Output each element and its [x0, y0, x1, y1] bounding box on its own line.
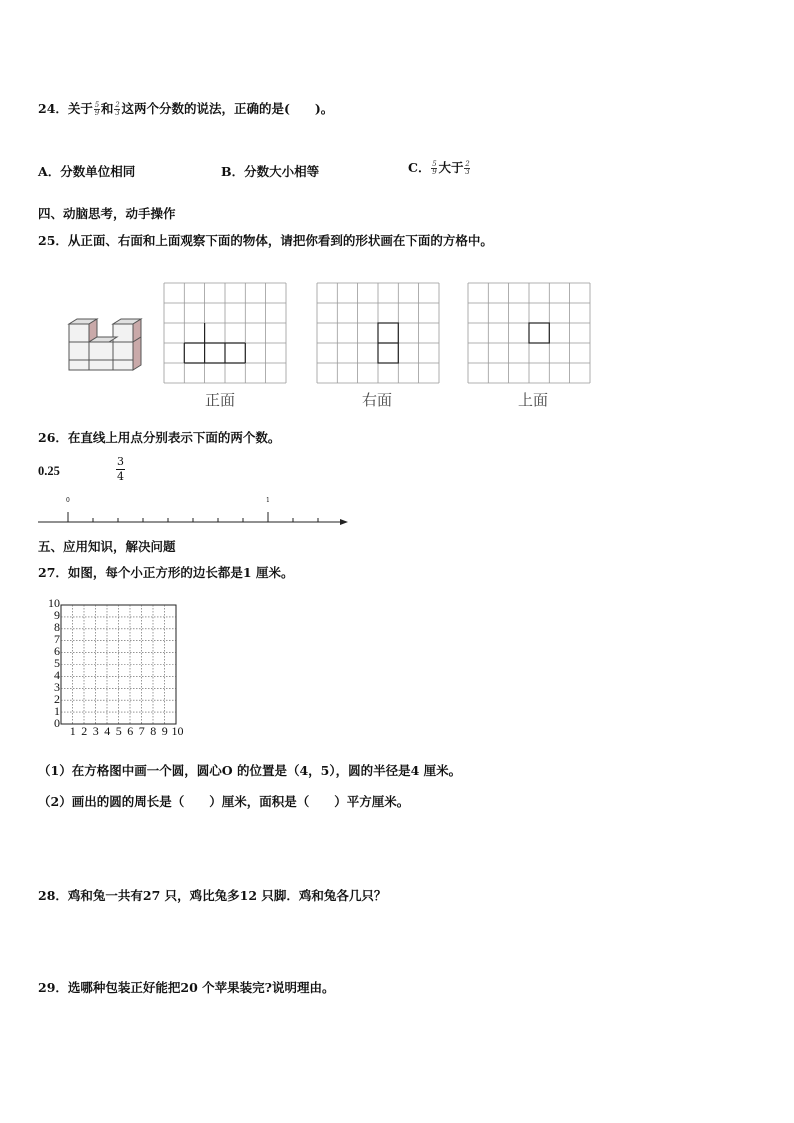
y-label: 8 — [54, 620, 60, 634]
question-text: 鸡和兔一共有27 只，鸡比兔多12 只脚．鸡和兔各几只？ — [67, 888, 387, 903]
x-axis-labels — [67, 725, 185, 737]
y-axis-labels — [42, 597, 60, 729]
question-number: 29． — [38, 980, 68, 995]
option-c[interactable]: C． $\frac{5}{9}$ 大于 $\frac{2}{3}$ — [408, 160, 470, 176]
option-b[interactable]: B．分数大小相等 — [221, 164, 320, 179]
coordinate-grid[interactable] — [60, 604, 178, 726]
front-view-grid[interactable] — [163, 282, 287, 384]
question-number: 25． — [38, 233, 68, 248]
view-label-top: 上面 — [518, 391, 549, 409]
decimal-value: 0.25 — [38, 464, 60, 478]
number-line[interactable] — [36, 496, 352, 530]
question-27-part-2: （2）画出的圆的周长是（ ）厘米，面积是（ ）平方厘米。 — [38, 794, 410, 809]
right-view-grid[interactable] — [316, 282, 440, 384]
y-label: 9 — [54, 608, 60, 622]
x-label: 5 — [115, 724, 122, 738]
x-label: 1 — [69, 724, 76, 738]
fraction: $\frac{2}{3}$ — [115, 101, 120, 117]
x-label: 7 — [138, 724, 145, 738]
cube-figure — [62, 318, 144, 376]
question-25 — [38, 231, 493, 249]
x-label: 4 — [104, 724, 111, 738]
fraction-value: 3 4 — [117, 455, 124, 483]
x-label: 8 — [150, 724, 157, 738]
x-label: 10 — [171, 724, 184, 738]
y-label: 10 — [48, 596, 60, 610]
y-label: 2 — [54, 692, 60, 706]
question-29 — [38, 978, 334, 996]
question-26 — [38, 428, 280, 446]
question-text: 和 — [100, 101, 114, 116]
question-text: 选哪种包装正好能把20 个苹果装完?说明理由。 — [67, 980, 335, 995]
section-heading: 五、应用知识，解决问题 — [38, 539, 176, 554]
question-text: 关于 — [67, 101, 93, 116]
question-text: 在直线上用点分别表示下面的两个数。 — [67, 430, 281, 445]
question-number: 28． — [38, 888, 68, 903]
x-label: 2 — [81, 724, 88, 738]
axis-label-1: 1 — [266, 497, 270, 504]
y-label: 1 — [54, 704, 60, 718]
view-label-front: 正面 — [205, 391, 236, 409]
question-text: 如图，每个小正方形的边长都是1 厘米。 — [67, 565, 294, 580]
question-24 — [38, 99, 333, 117]
y-label: 5 — [54, 656, 60, 670]
top-view-grid[interactable] — [467, 282, 591, 384]
y-label: 6 — [54, 644, 60, 658]
question-number: 26． — [38, 430, 68, 445]
y-label: 7 — [54, 632, 60, 646]
question-text: 这两个分数的说法，正确的是( )。 — [121, 101, 334, 116]
option-a[interactable]: A．分数单位相同 — [38, 164, 136, 179]
x-label: 6 — [127, 724, 134, 738]
section-heading: 四、动脑思考，动手操作 — [38, 206, 176, 221]
axis-label-0: 0 — [66, 497, 70, 504]
question-27 — [38, 563, 293, 581]
question-number: 24． — [38, 101, 68, 116]
x-label: 9 — [161, 724, 168, 738]
x-label: 3 — [92, 724, 99, 738]
question-28 — [38, 886, 386, 904]
question-27-part-1: （1）在方格图中画一个圆，圆心O 的位置是（4，5），圆的半径是4 厘米。 — [38, 763, 462, 778]
view-label-right: 右面 — [362, 391, 393, 409]
y-label: 0 — [54, 716, 60, 730]
y-label: 3 — [54, 680, 60, 694]
y-label: 4 — [54, 668, 60, 682]
fraction: $\frac{5}{9}$ — [94, 101, 100, 117]
question-number: 27． — [38, 565, 68, 580]
question-text: 从正面、右面和上面观察下面的物体，请把你看到的形状画在下面的方格中。 — [67, 233, 493, 248]
